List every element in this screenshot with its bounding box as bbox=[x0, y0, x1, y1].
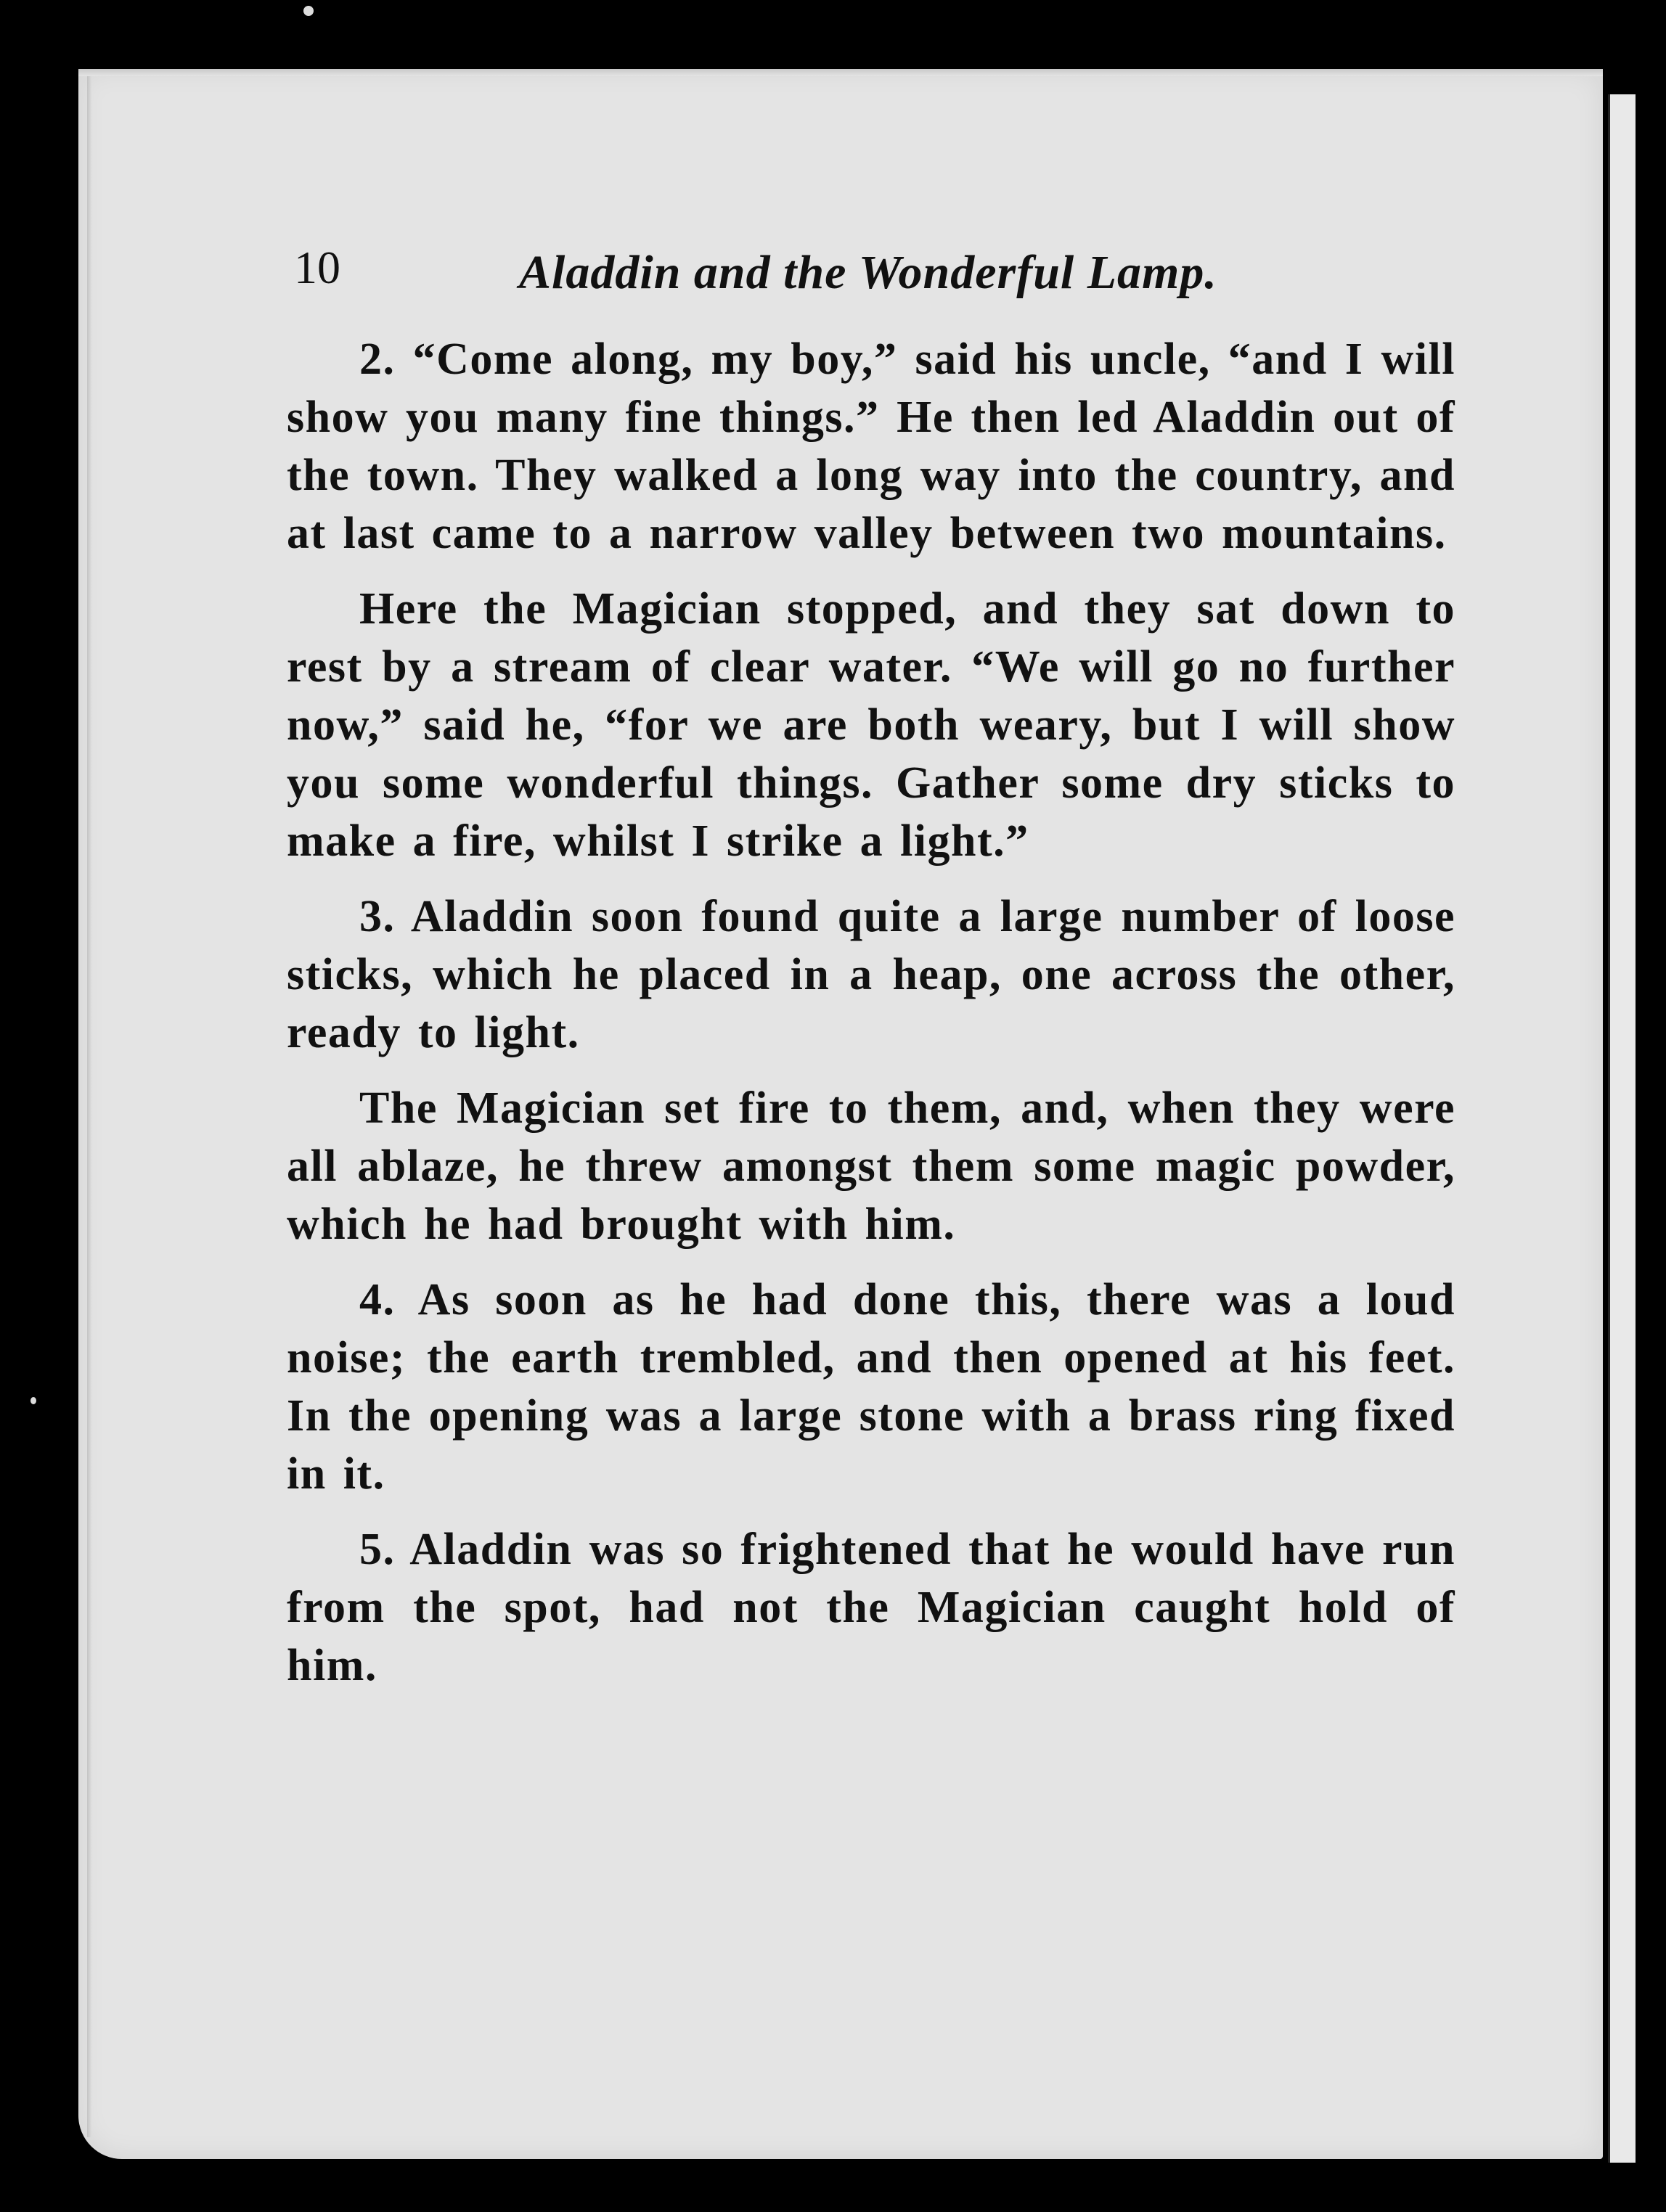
paragraph: 5. Aladdin was so frightened that he would have run from the spot, had not the Magician caught hold of him. bbox=[287, 1525, 1455, 1690]
paragraph: 2. “Come along, my boy,” said his uncle, “and I will show you many fine things.” He then led Aladdin out of the town. They walked a long way into the country, and at last came to a narrow valley between two mountains. bbox=[287, 335, 1455, 558]
paragraph: 4. As soon as he had done this, there was a loud noise; the earth trembled, and then opened at his feet. In the opening was a large stone with a brass ring fixed in it. bbox=[287, 1275, 1455, 1499]
running-title: Aladdin and the Wonderful Lamp. bbox=[519, 246, 1217, 299]
page-header bbox=[214, 232, 1463, 312]
facing-page-edge bbox=[1608, 94, 1636, 2163]
paragraph: Here the Magician stopped, and they sat down to rest by a stream of clear water. “We will go no further now,” said he, “for we are both weary, but I will show you some wonderful things. Gather some dry sticks to make a fire, whilst I strike a light.” bbox=[287, 584, 1455, 866]
paragraph: 3. Aladdin soon found quite a large number of loose sticks, which he placed in a heap, one across the other, ready to light. bbox=[287, 892, 1455, 1057]
page-left-edge bbox=[87, 76, 91, 2137]
scan-speck bbox=[30, 1397, 36, 1404]
paragraph: The Magician set fire to them, and, when they were all ablaze, he threw amongst them some magic powder, which he had brought with him. bbox=[287, 1084, 1455, 1249]
scan-speck bbox=[303, 6, 314, 16]
page-number: 10 bbox=[294, 242, 340, 293]
page-top-edge bbox=[78, 69, 1603, 76]
body-text bbox=[287, 330, 1455, 1712]
